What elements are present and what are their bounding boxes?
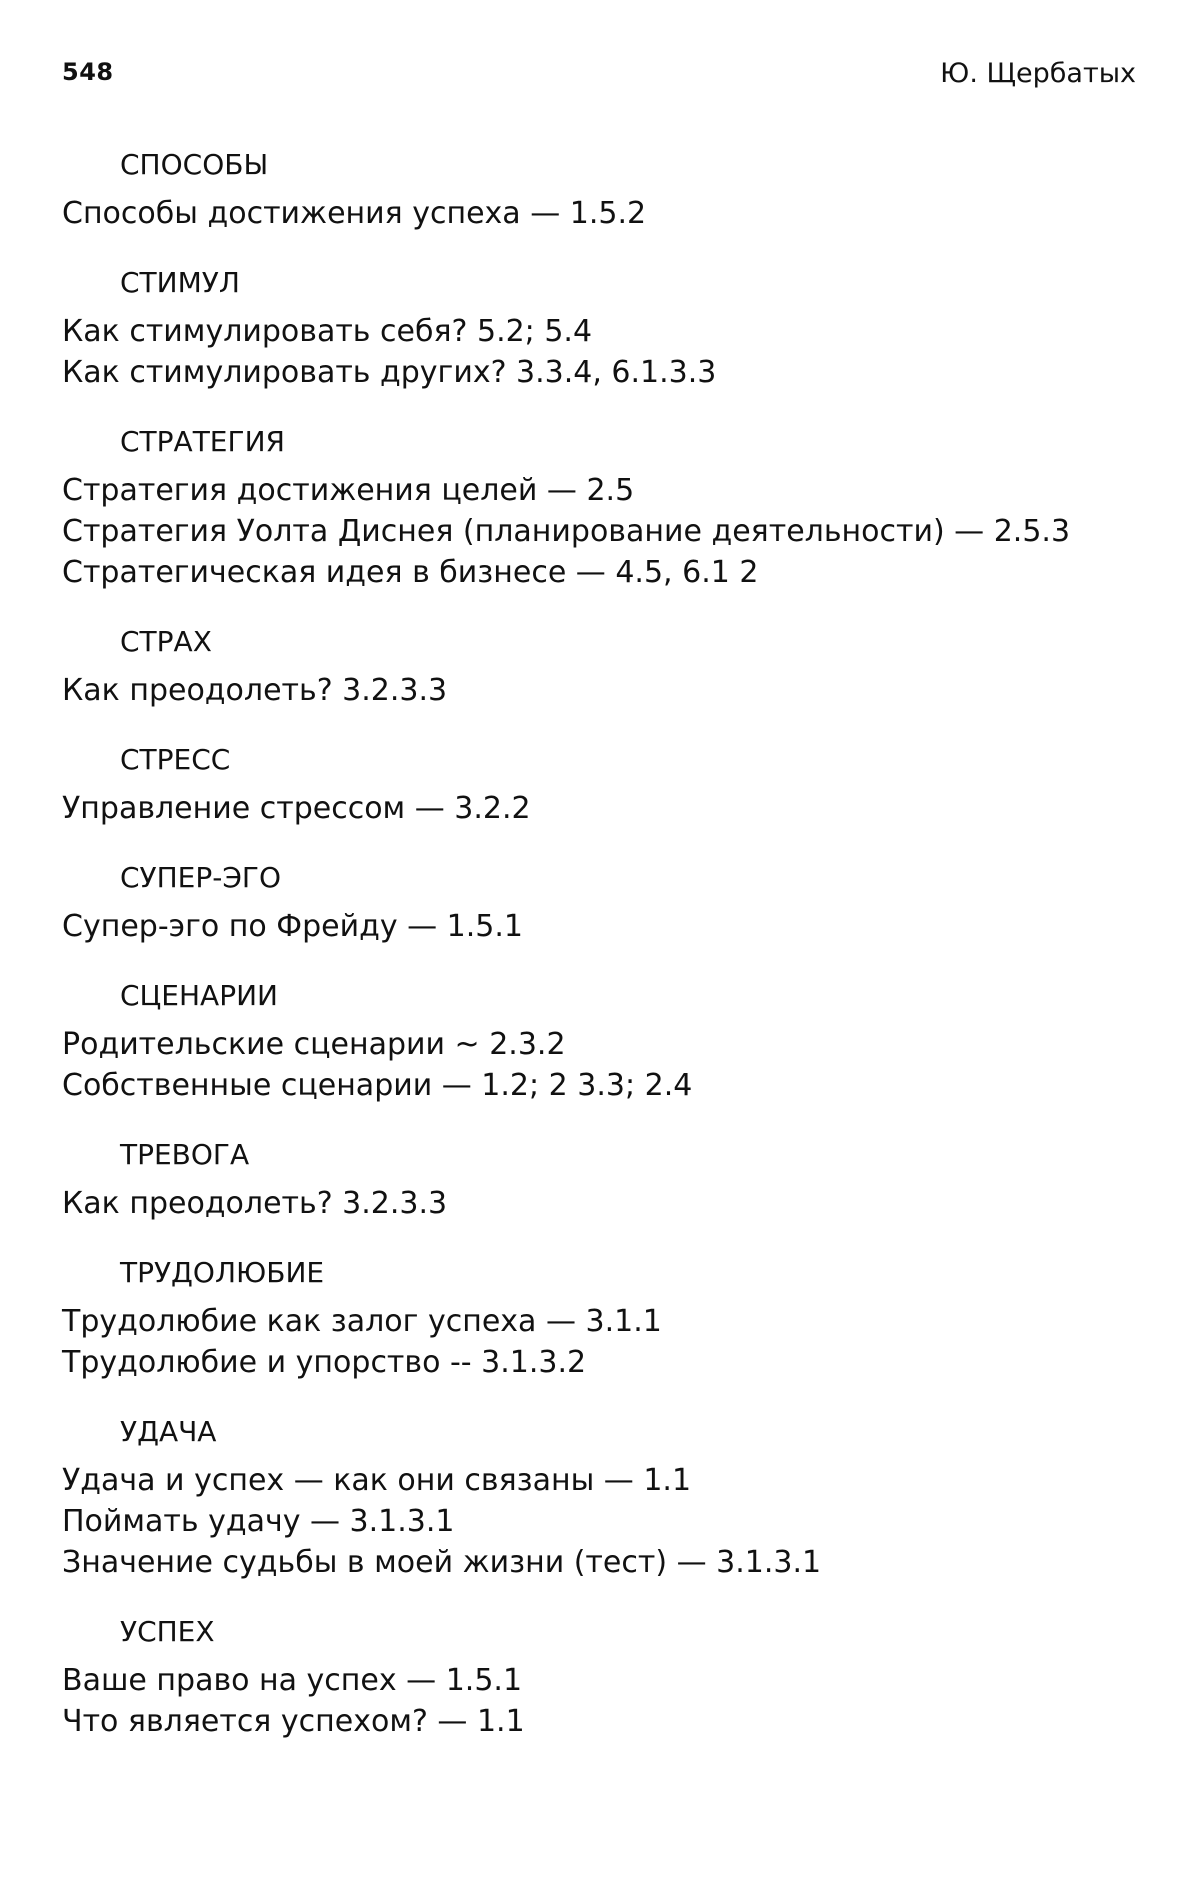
index-entry: Стратегия Уолта Диснея (планирование деятельности) — 2.5.3 [62,514,1071,549]
page-number: 548 [62,58,114,86]
index-section [62,1412,1160,1583]
index-section [62,263,1160,393]
index-entry: Родительские сценарии ~ 2.3.2 [62,1027,566,1062]
index-heading: СТРАТЕГИЯ [120,425,285,458]
index-entry: Супер-эго по Фрейду — 1.5.1 [62,909,523,944]
index-entry: Как стимулировать себя? 5.2; 5.4 [62,314,593,349]
index-entry: Как преодолеть? 3.2.3.3 [62,673,448,708]
index-entry: Трудолюбие и упорство -- 3.1.3.2 [62,1345,587,1380]
index-section [62,1135,1160,1224]
index-heading: СПОСОБЫ [120,148,269,181]
page-header [62,58,1136,98]
index-section [62,1612,1160,1742]
index-entry: Ваше право на успех — 1.5.1 [62,1663,523,1698]
index-entry: Что является успехом? — 1.1 [62,1704,525,1739]
index-section [62,145,1160,234]
index-entry: Собственные сценарии — 1.2; 2 3.3; 2.4 [62,1068,693,1103]
index-section [62,740,1160,829]
index-entry: Поймать удачу — 3.1.3.1 [62,1504,455,1539]
index-heading: СТИМУЛ [120,266,240,299]
index-heading: СЦЕНАРИИ [120,979,278,1012]
index-entry: Стратегия достижения целей — 2.5 [62,473,635,508]
index-entry: Управление стрессом — 3.2.2 [62,791,531,826]
index-entry: Значение судьбы в моей жизни (тест) — 3.1.3.1 [62,1545,822,1580]
running-head-author: Ю. Щербатых [940,58,1136,89]
index-entry: Стратегическая идея в бизнесе — 4.5, 6.1 2 [62,555,759,590]
index-heading: СТРЕСС [120,743,231,776]
index-section [62,1253,1160,1383]
index-heading: ТРЕВОГА [120,1138,250,1171]
index-heading: УСПЕХ [120,1615,215,1648]
index-entry: Трудолюбие как залог успеха — 3.1.1 [62,1304,662,1339]
index-heading: ТРУДОЛЮБИЕ [120,1256,325,1289]
subject-index [62,145,1160,1771]
index-heading: СТРАХ [120,625,212,658]
index-entry: Способы достижения успеха — 1.5.2 [62,196,647,231]
index-section [62,422,1160,593]
index-entry: Удача и успех — как они связаны — 1.1 [62,1463,692,1498]
index-entry: Как стимулировать других? 3.3.4, 6.1.3.3 [62,355,717,390]
index-section [62,976,1160,1106]
index-section [62,622,1160,711]
index-section [62,858,1160,947]
index-heading: УДАЧА [120,1415,217,1448]
index-heading: СУПЕР-ЭГО [120,861,282,894]
index-entry: Как преодолеть? 3.2.3.3 [62,1186,448,1221]
